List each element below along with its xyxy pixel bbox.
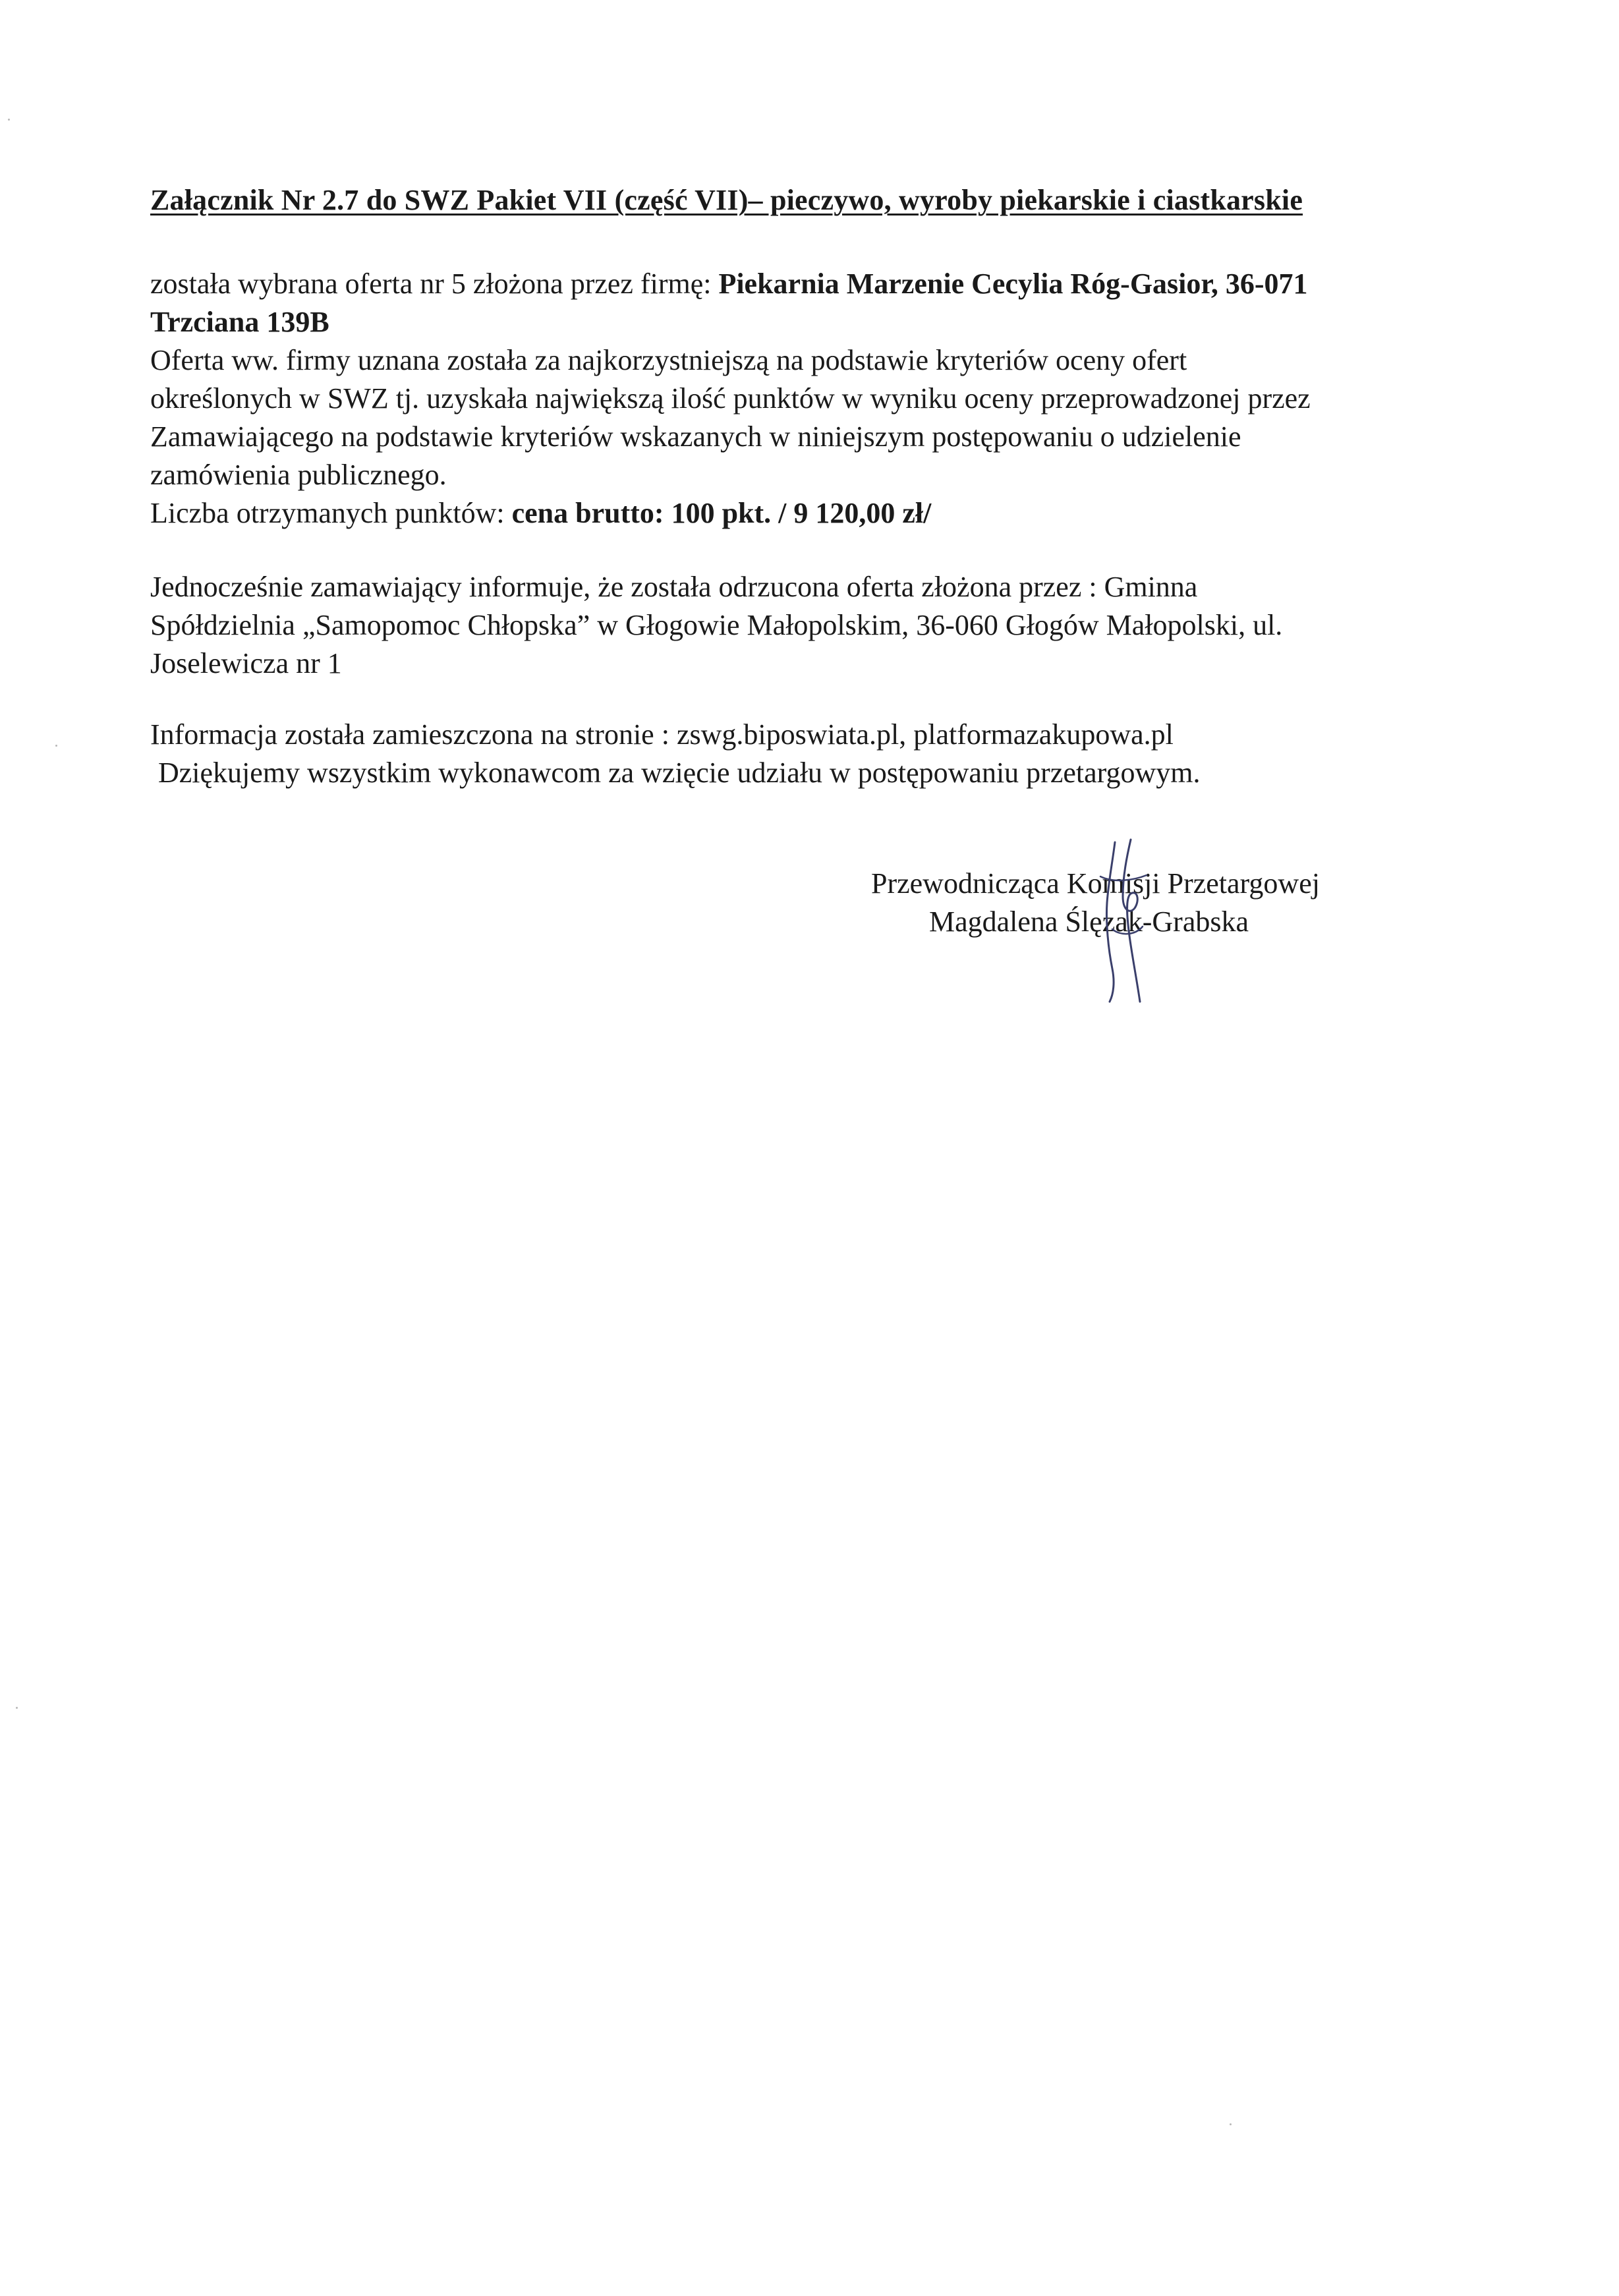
scan-speck xyxy=(16,1707,18,1709)
rejection-line-3: Joselewicza nr 1 xyxy=(150,647,342,679)
award-line-5: Zamawiającego na podstawie kryteriów wskazanych w niniejszym postępowaniu o udzielenie xyxy=(150,420,1241,453)
scan-speck xyxy=(1230,2123,1232,2125)
award-intro-text: została wybrana oferta nr 5 złożona przez firmę: xyxy=(150,268,719,300)
award-line-3: Oferta ww. firmy uznana została za najkorzystniejszą na podstawie kryteriów oceny ofert xyxy=(150,344,1187,376)
information-paragraph xyxy=(150,716,1488,792)
award-line-4: określonych w SWZ tj. uzyskała największą ilość punktów w wyniku oceny przeprowadzonej przez xyxy=(150,382,1311,415)
scan-speck xyxy=(8,119,10,121)
scan-speck xyxy=(55,745,57,747)
thanks-line: Dziękujemy wszystkim wykonawcom za wzięcie udziału w postępowaniu przetargowym. xyxy=(158,757,1201,789)
award-line-1 xyxy=(150,265,1488,303)
rejection-line-2: Spółdzielnia „Samopomoc Chłopska” w Głogowie Małopolskim, 36-060 Głogów Małopolski, ul. xyxy=(150,609,1283,641)
information-line-1: Informacja została zamieszczona na stronie : zswg.biposwiata.pl, platformazakupowa.pl xyxy=(150,718,1174,751)
points-value: cena brutto: 100 pkt. / 9 120,00 zł/ xyxy=(511,497,932,529)
rejection-line-1: Jednocześnie zamawiający informuje, że została odrzucona oferta złożona przez : Gminna xyxy=(150,571,1198,603)
award-paragraph xyxy=(150,265,1488,532)
signatory-name: Magdalena Ślęzak-Grabska xyxy=(929,905,1249,938)
award-line-6: zamówienia publicznego. xyxy=(150,459,447,491)
signature-block xyxy=(871,865,1464,941)
winner-name: Piekarnia Marzenie Cecylia Róg-Gasior, 36-071 xyxy=(718,268,1308,300)
winner-address: Trzciana 139B xyxy=(150,306,329,338)
attachment-heading: Załącznik Nr 2.7 do SWZ Pakiet VII (część VII)– pieczywo, wyroby piekarskie i ciastkarskie xyxy=(150,184,1303,216)
award-line-2 xyxy=(150,303,1488,341)
points-label: Liczba otrzymanych punktów: xyxy=(150,497,512,529)
award-line-7 xyxy=(150,494,1488,532)
rejection-paragraph xyxy=(150,568,1488,683)
signatory-title: Przewodnicząca Komisji Przetargowej xyxy=(871,867,1320,900)
